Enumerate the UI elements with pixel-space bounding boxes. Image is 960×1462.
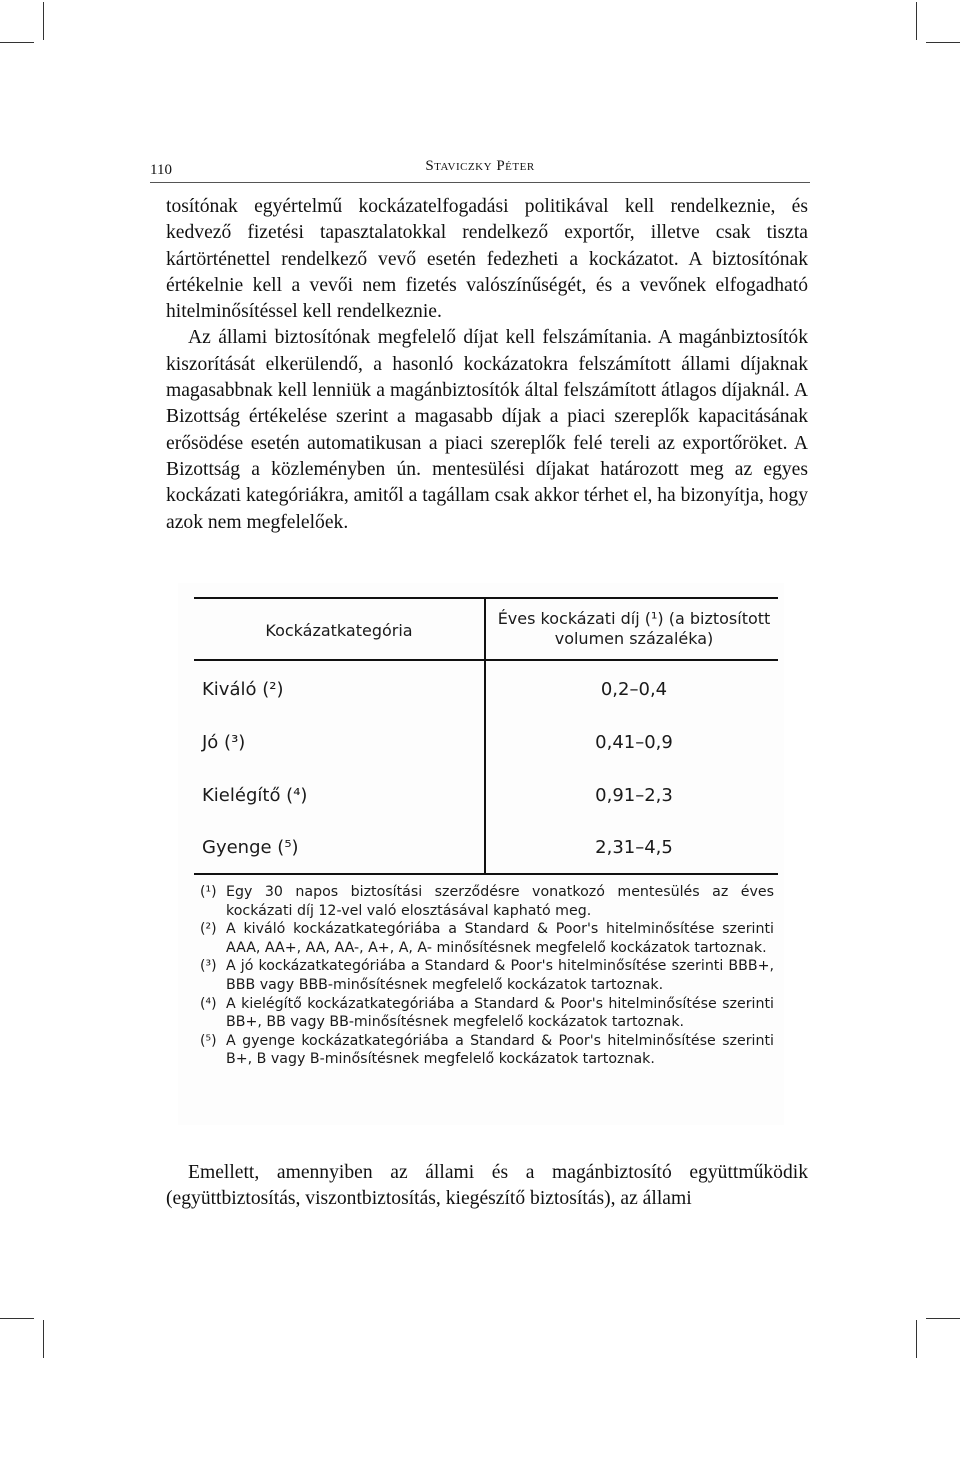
footnote: [200, 883, 774, 920]
footnote: [200, 1032, 774, 1069]
category-value: 0,91–2,3: [595, 785, 673, 806]
body-text-bottom: [166, 1160, 808, 1213]
footnote-mark: (⁵): [200, 1032, 217, 1049]
crop-mark: [916, 2, 917, 40]
category-name: Kielégítő (⁴): [202, 785, 308, 806]
footnote-text: A jó kockázatkategóriába a Standard & Poor's hitelminősítése szerinti BBB+, BBB vagy BBB-minősítésnek megfelelő kockázatok tartoznak.: [226, 958, 774, 993]
page-number: 110: [150, 162, 172, 178]
crop-mark: [43, 1320, 44, 1358]
footnote-mark: (⁴): [200, 995, 217, 1012]
table-header-rule: [194, 659, 778, 661]
crop-mark: [0, 42, 34, 43]
footnote-mark: (¹): [200, 884, 217, 900]
footnote-text: A gyenge kockázatkategóriába a Standard & Poor's hitelminősítése szerinti B+, B vagy B-minősítésnek megfelelő kockázatok tartoznak.: [226, 1032, 774, 1068]
category-value: 0,2–0,4: [600, 679, 668, 700]
crop-mark: [43, 2, 44, 40]
crop-mark: [926, 42, 960, 43]
footnote-text: A kielégítő kockázatkategóriába a Standard & Poor's hitelminősítése szerinti BB+, BB vagy BB-minősítésnek megfelelő kockázatok tartoznak.: [226, 995, 774, 1031]
footnote-mark: (²): [200, 921, 217, 938]
header-category: Kockázatkategória: [265, 621, 413, 640]
footnote: [200, 920, 774, 957]
table-bottom-rule: [194, 873, 778, 875]
footnote: [200, 995, 774, 1032]
body-text-top: [166, 194, 808, 536]
crop-mark: [0, 1318, 34, 1319]
crop-mark: [916, 1320, 917, 1358]
category-name: Jó (³): [202, 732, 246, 753]
header-fee-line: volumen százaléka): [554, 629, 714, 648]
footnote: [200, 957, 774, 994]
footnote-text: Egy 30 napos biztosítási szerződésre vonatkozó mentesülés az éves kockázati díj 12-vel való elosztásával kapható meg.: [226, 884, 774, 919]
category-name: Kiváló (²): [202, 679, 284, 700]
footnote-text: A kiváló kockázatkategóriába a Standard & Poor's hitelminősítése szerinti AAA, AA+, AA, AA-, A+, A, A- minősítésnek megfelelő kockázatok tartoznak.: [226, 921, 774, 956]
table-top-rule: [194, 597, 778, 599]
page-header: [150, 158, 810, 183]
crop-mark: [926, 1318, 960, 1319]
footnote-mark: (³): [200, 958, 217, 975]
category-value: 0,41–0,9: [595, 732, 673, 753]
paragraph: Emellett, amennyiben az állami és a magánbiztosító együttműködik (együttbiztosítás, viszontbiztosítás, kiegészítő biztosítás), az állami: [166, 1162, 808, 1210]
risk-fee-table: [178, 583, 784, 1125]
paragraph: tosítónak egyértelmű kockázatelfogadási politikával kell rendelkeznie, és kedvező fizetési tapasztalatokkal rendelkező exportőr, illetve csak tiszta kártörténettel rendelkező vevő esetén fedezheti a kockázatot. A biztosítónak értékelnie kell a vevői nem fizetés valószínűségét, és a vevőnek elfogadható hitelminősítéssel kell rendelkeznie.: [166, 196, 808, 323]
category-name: Gyenge (⁵): [202, 837, 299, 858]
header-fee: [484, 609, 784, 649]
running-head: Staviczky Péter: [425, 158, 535, 174]
header-fee-line: Éves kockázati díj (¹) (a biztosított: [497, 609, 771, 628]
paragraph: Az állami biztosítónak megfelelő díjat kell felszámítania. A magánbiztosítók kiszorítását elkerülendő, a hasonló kockázatokra felszámított állami díjaknak magasabbnak kell lenniük a magánbiztosítók által felszámított átlagos díjaknál. A Bizottság értékelése szerint a magasabb díjak a piaci szereplők kapacitásának erősödése esetén automatikusan a piaci szereplők felé tereli az exportőröket. A Bizottság a közleményben ún. mentesülési díjakat határozott meg az egyes kockázati kategóriákra, amitől a tagállam csak akkor térhet el, ha bizonyítja, hogy azok nem megfelelőek.: [166, 327, 808, 533]
category-value: 2,31–4,5: [595, 837, 673, 858]
table-footnotes: [200, 883, 774, 1069]
